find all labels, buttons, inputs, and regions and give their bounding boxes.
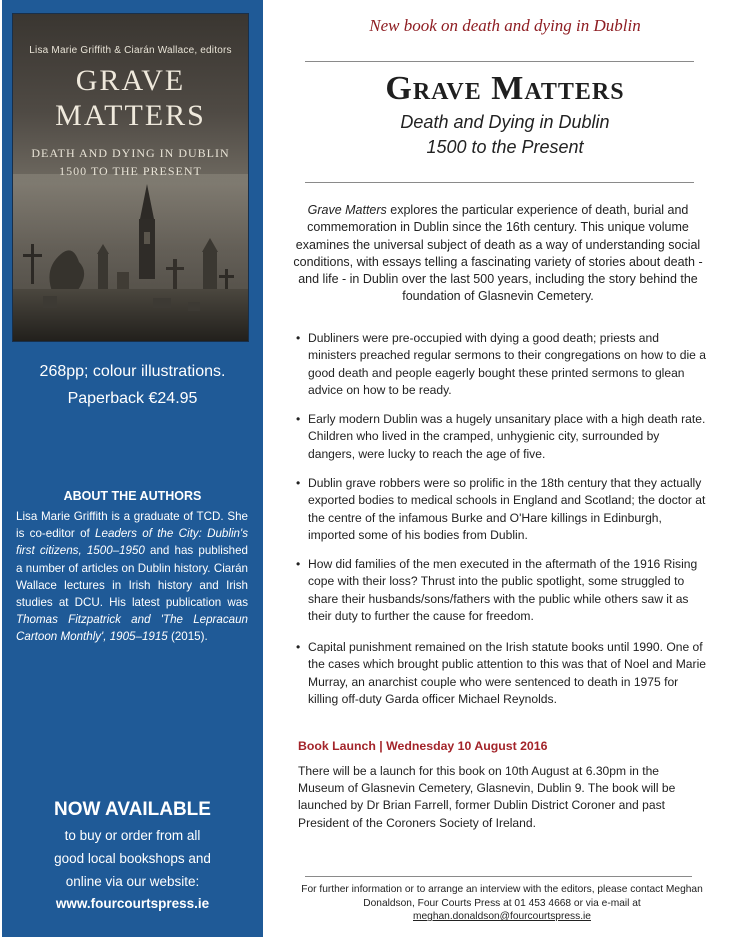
about-text-part1: Lisa Marie Griffith is a graduate of TCD. She is co-editor of (16, 510, 248, 541)
subtitle-line2: 1500 to the Present (426, 137, 584, 157)
sidebar (0, 0, 263, 937)
tagline: New book on death and dying in Dublin (369, 16, 641, 35)
list-item: • How did families of the men executed in the aftermath of the 1916 Rising cope with their loss? Thrust into the public spotlight, some struggled to share their husbands/sons/fathers with the public while others saw it as their duty to further the cause for freedom. (296, 556, 706, 625)
contact-email-link[interactable]: meghan.donaldson@fourcourtspress.ie (413, 911, 591, 923)
cover-editors: Lisa Marie Griffith & Ciarán Wallace, editors (29, 45, 232, 56)
about-authors-text (16, 508, 248, 646)
book-price: Paperback €24.95 (67, 390, 198, 407)
book-title-leaders-of-the-city: Leaders of the City: Dublin's first citizens, 1500–1950 (16, 527, 248, 558)
book-cover-image (13, 14, 248, 341)
book-title-thomas-fitzpatrick: Thomas Fitzpatrick and 'The Lepracaun Cartoon Monthly', 1905–1915 (16, 613, 248, 644)
about-authors-heading: ABOUT THE AUTHORS (63, 489, 202, 503)
divider-bottom (305, 876, 692, 877)
cover-title-line2: MATTERS (55, 99, 206, 132)
cover-subtitle-line2: 1500 TO THE PRESENT (59, 164, 202, 178)
list-item: • Dubliners were pre-occupied with dying a good death; priests and ministers preached regular sermons to their congregations on how to die a good death and people eagerly bought these printed sermons to glean advice on how to be ready. (296, 330, 706, 399)
intro-book-title: Grave Matters (307, 203, 387, 217)
divider-middle (305, 182, 694, 183)
divider-top (305, 61, 694, 62)
about-text-part2: and has published a number of articles on Dublin history. Ciarán Wallace lectures in Irish history and Irish studies at DCU. His latest publication was (16, 544, 249, 610)
intro-paragraph (290, 202, 706, 306)
cemetery-illustration (13, 174, 248, 341)
book-details: 268pp; colour illustrations. (39, 363, 226, 380)
order-text-line1: to buy or order from all (64, 828, 201, 843)
subtitle-line1: Death and Dying in Dublin (400, 112, 610, 132)
book-launch-text: There will be a launch for this book on 10th August at 6.30pm in the Museum of Glasnevin Cemetery, Glasnevin, Dublin 9. The book will be launched by Dr Brian Farrell, former Dublin District Coroner and past President of the Coroners Society of Ireland. (298, 764, 676, 830)
order-text-line2: good local bookshops and (54, 851, 211, 866)
intro-text: explores the particular experience of death, burial and commemoration in Dublin since the 16th century. This unique volume examines the universal subject of death as a way of understanding social conditions, with essays telling a fascinating variety of stories about death - and life - in Dublin over the last 500 years, including the story behind the foundation of Glasnevin Cemetery. (293, 203, 703, 304)
list-item: • Early modern Dublin was a hugely unsanitary place with a high death rate. Children who lived in the cramped, unhygienic city, surrounded by dangers, were lucky to reach the age of five. (296, 411, 706, 463)
book-launch-heading: Book Launch | Wednesday 10 August 2016 (298, 739, 548, 753)
list-item: • Capital punishment remained on the Irish statute books until 1990. One of the cases which brought public attention to this was that of Noel and Marie Murray, an anarchist couple who were sentenced to death in 1975 for killing off-duty Garda officer Michael Reynolds. (296, 639, 706, 708)
contact-footer (290, 883, 714, 924)
contact-text: For further information or to arrange an interview with the editors, please contact Meghan Donaldson, Four Courts Press at 01 453 4668 or via e-mail at (301, 884, 703, 909)
page-title: Grave Matters (385, 70, 625, 107)
list-item: • Dublin grave robbers were so prolific in the 18th century that they actually exported bodies to medical schools in England and Scotland; the doctor at the centre of the infamous Burke and O'Hare killings in Edinburgh, imported some of his bodies from Dublin. (296, 475, 706, 544)
order-text-line3: online via our website: (65, 874, 200, 889)
cover-title-line1: GRAVE (75, 64, 186, 97)
about-text-part3: (2015). (167, 630, 208, 644)
website-link[interactable]: www.fourcourtspress.ie (55, 896, 210, 911)
now-available-heading: NOW AVAILABLE (54, 799, 211, 820)
cover-subtitle-line1: DEATH AND DYING IN DUBLIN (31, 146, 230, 160)
